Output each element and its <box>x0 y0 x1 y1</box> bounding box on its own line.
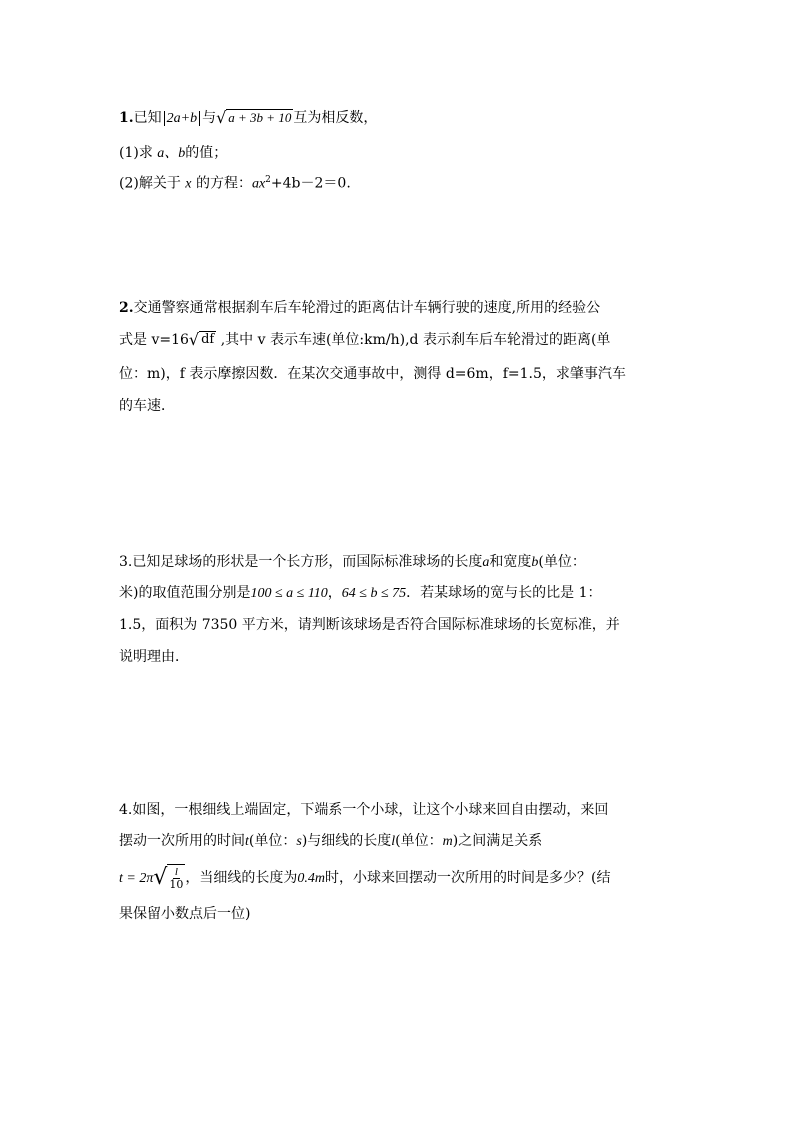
q3-line1-b: 和宽度 <box>489 554 532 570</box>
q4-line2-e: )之间满足关系 <box>452 833 543 849</box>
q2-sqrt: √ df <box>188 330 215 349</box>
q1-abs-expr: 2a+b <box>164 111 200 126</box>
q3-line2-sep: ， <box>327 585 342 601</box>
q3-range-a: 100 ≤ a ≤ 110 <box>250 586 328 601</box>
q2-line1-text: 交通警察通常根据刹车后车轮滑过的距离估计车辆行驶的速度,所用的经验公 <box>133 300 601 316</box>
q4-line2-d: (单位： <box>395 833 443 849</box>
q4-length-value: 0.4m <box>297 871 326 886</box>
q2-number: 2. <box>119 300 134 316</box>
q3-var-b: b <box>531 555 539 570</box>
q4-line2-a: 摆动一次所用的时间 <box>119 833 245 849</box>
q4-formula-frac <box>169 866 183 891</box>
q1-part2-eq-exp: 2 <box>265 175 271 185</box>
q1-mid: 与 <box>202 110 217 126</box>
q2-line4: 的车速． <box>119 398 175 414</box>
q4-line3-b: 时，小球来回摆动一次所用的时间是多少？(结 <box>325 870 611 886</box>
q3-line1-a: 3.已知足球场的形状是一个长方形，而国际标准球场的长度 <box>119 554 483 570</box>
q4-line4: 果保留小数点后一位) <box>119 906 251 922</box>
q4-var-l: l <box>391 834 396 849</box>
q4-unit-m: m <box>442 834 453 849</box>
q4-line3-a: ，当细线的长度为 <box>185 870 298 886</box>
q1-part2 <box>119 170 351 195</box>
q1-part1-suffix: 的值； <box>185 145 228 161</box>
q2-line2-b: ,其中 v 表示车速(单位:km/h),d 表示刹车后车轮滑过的距离(单 <box>216 332 611 348</box>
q1-sqrt: √ a + 3b + 10 <box>216 108 292 127</box>
q3-range-b: 64 ≤ b ≤ 75 <box>341 586 407 601</box>
q4-formula-sqrt: √ $\frac{l}{10}$ <box>153 865 184 891</box>
q3-line1-c: (单位： <box>538 554 586 570</box>
q4-line3 <box>119 864 610 892</box>
q1-line1 <box>119 108 377 128</box>
q4-frac-den: 10 <box>169 878 184 891</box>
q4-line2 <box>119 831 542 852</box>
q2-line2-a: 式是 v=16 <box>119 332 189 348</box>
q3-var-a: a <box>482 555 490 570</box>
q1-part2-eq-rest: +4b－2＝0. <box>270 175 351 192</box>
q4-frac-num: l <box>174 866 178 878</box>
q1-part1-vars: a、b <box>157 146 186 161</box>
q4-unit-s: s <box>296 834 302 849</box>
q1-sqrt-expr: a + 3b + 10 <box>228 110 292 125</box>
q3-line2-a: 米)的取值范围分别是 <box>119 585 251 601</box>
q4-formula-left: t = 2π <box>119 871 154 886</box>
q1-tail: 互为相反数， <box>293 110 378 126</box>
q3-line1 <box>119 552 586 573</box>
q1-part2-eq-a: ax <box>251 176 266 192</box>
q1-intro: 已知 <box>133 110 162 126</box>
q1-part1-prefix: (1)求 <box>119 145 158 161</box>
q2-line3: 位：m)，f 表示摩擦因数．在某次交通事故中，测得 d=6m，f=1.5，求肇事汽车 <box>119 366 626 382</box>
q3-line2 <box>119 583 602 604</box>
q1-part2-prefix: (2)解关于 <box>119 175 186 192</box>
q4-line2-b: (单位： <box>248 833 297 849</box>
q1-part2-var: x <box>185 176 192 192</box>
q3-line2-b: ．若某球场的宽与长的比是 1： <box>406 585 602 601</box>
q4-line2-c: )与细线的长度 <box>301 833 392 849</box>
q3-line3: 1.5，面积为 7350 平方米，请判断该球场是否符合国际标准球场的长宽标准，并 <box>119 617 620 633</box>
q1-part2-mid: 的方程： <box>191 175 252 192</box>
q1-number: 1. <box>119 110 134 126</box>
q4-var-t: t <box>245 834 249 849</box>
q2-line2 <box>119 330 610 350</box>
q1-part1 <box>119 143 227 164</box>
q3-line4: 说明理由． <box>119 649 189 665</box>
q2-line1 <box>119 298 600 318</box>
q2-sqrt-expr: df <box>201 332 215 347</box>
q4-line1: 4.如图，一根细线上端固定，下端系一个小球，让这个小球来回自由摆动，来回 <box>119 802 609 818</box>
